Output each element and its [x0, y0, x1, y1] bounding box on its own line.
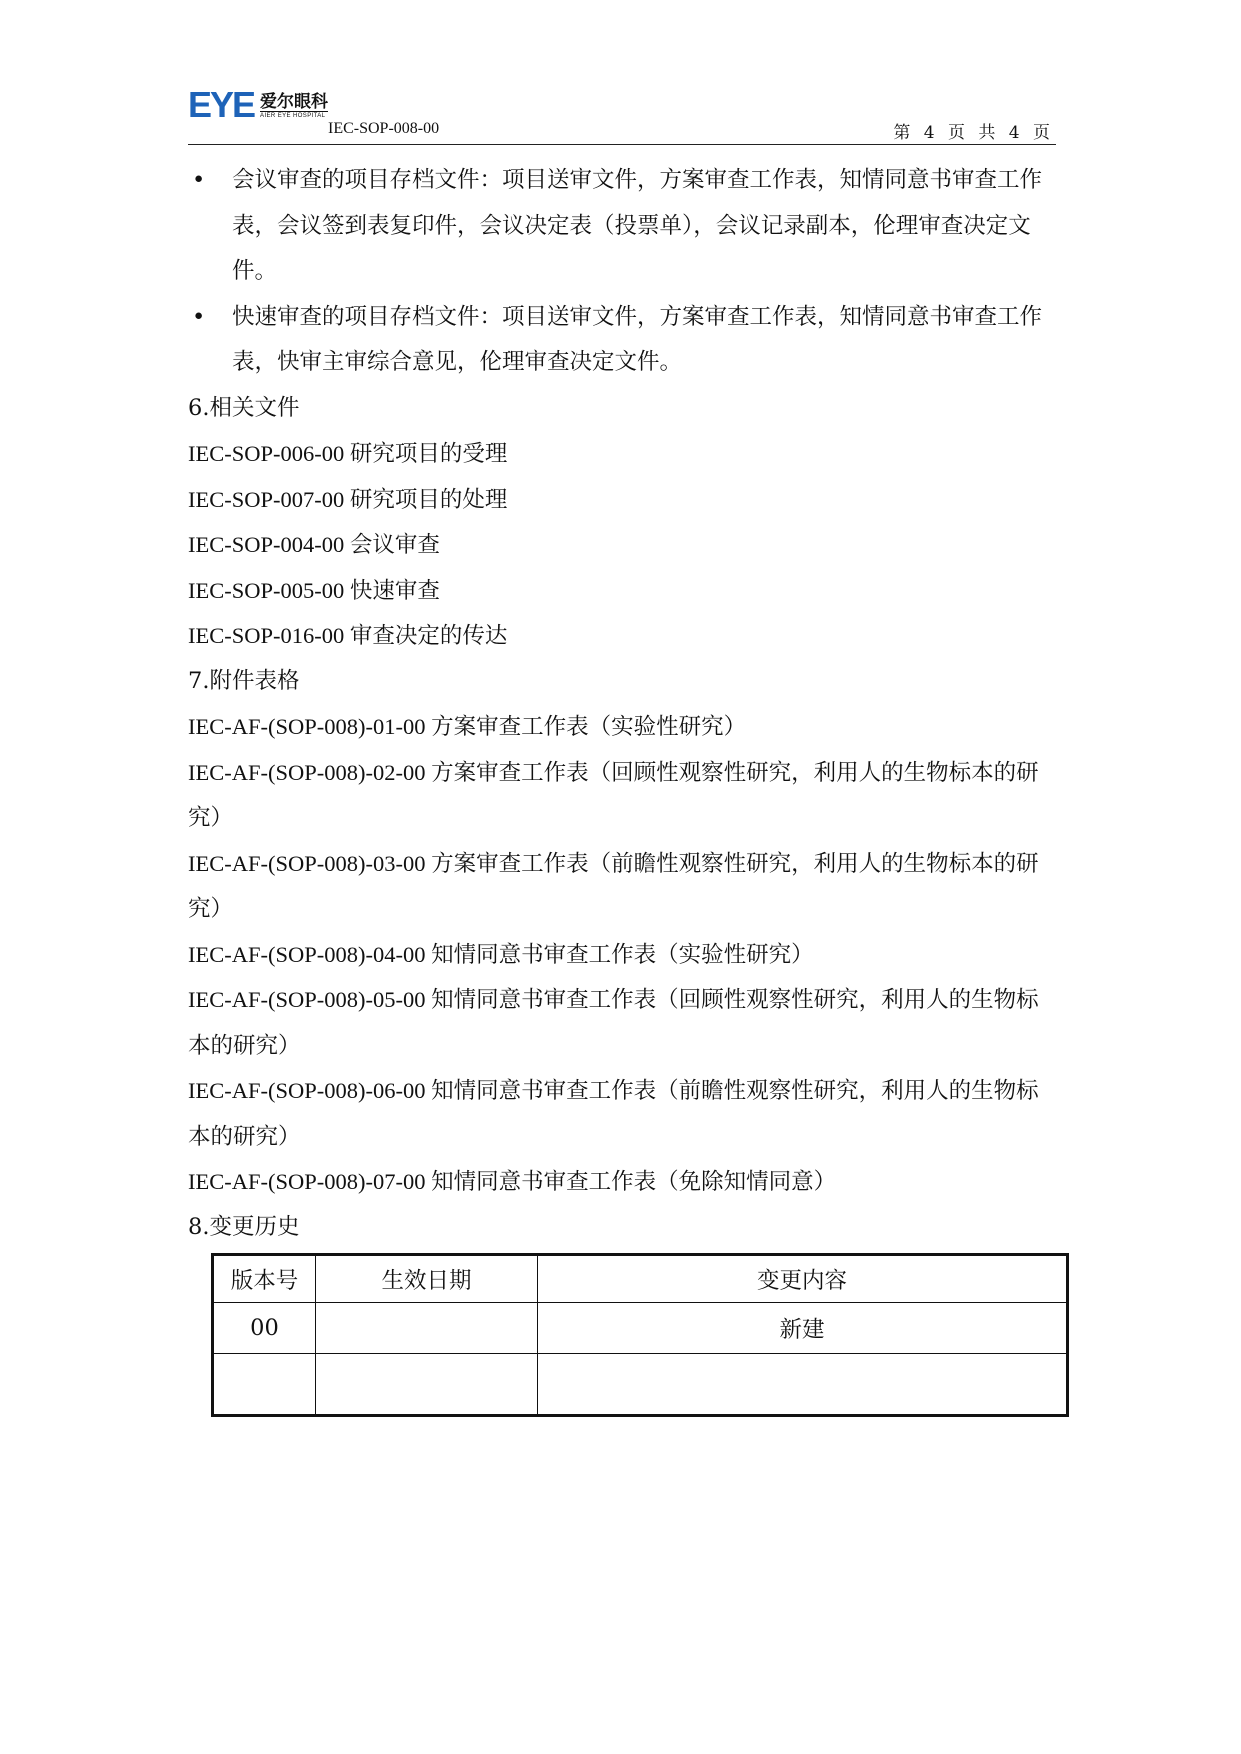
section-6-title: 6.相关文件 — [188, 394, 300, 421]
attachment-form-item: IEC-AF-(SOP-008)-06-00 知情同意书审查工作表（前瞻性观察性研究，利用人的生物标本的研究） — [188, 1078, 1039, 1149]
table-row — [213, 1354, 1068, 1416]
attachment-form-item: IEC-AF-(SOP-008)-01-00 方案审查工作表（实验性研究） — [188, 714, 747, 739]
related-doc-item: IEC-SOP-006-00 研究项目的受理 — [188, 441, 508, 466]
cell-version — [213, 1354, 316, 1416]
bullet-text: 快速审查的项目存档文件：项目送审文件，方案审查工作表，知情同意书审查工作表，快审主审综合意见，伦理审查决定文件。 — [232, 303, 1043, 375]
section-7-title: 7.附件表格 — [188, 667, 300, 694]
cell-change-content: 新建 — [538, 1303, 1068, 1354]
archive-item-expedited — [188, 295, 1058, 386]
attachment-form-item: IEC-AF-(SOP-008)-05-00 知情同意书审查工作表（回顾性观察性研究，利用人的生物标本的研究） — [188, 987, 1039, 1058]
logo-chinese-name: 爱尔眼科 — [260, 92, 329, 112]
related-doc-item: IEC-SOP-004-00 会议审查 — [188, 532, 440, 557]
table-header-row — [213, 1255, 1068, 1303]
change-history-table — [211, 1253, 1069, 1417]
cell-effective-date — [316, 1354, 538, 1416]
column-header-version: 版本号 — [213, 1255, 316, 1303]
related-doc-item: IEC-SOP-016-00 审查决定的传达 — [188, 623, 508, 648]
column-header-change-content: 变更内容 — [538, 1255, 1068, 1303]
archive-item-meeting — [188, 158, 1058, 295]
logo-mark: EYE — [188, 84, 255, 125]
attachment-form-item: IEC-AF-(SOP-008)-07-00 知情同意书审查工作表（免除知情同意） — [188, 1169, 837, 1194]
column-header-effective-date: 生效日期 — [316, 1255, 538, 1303]
section-8-title: 8.变更历史 — [188, 1213, 300, 1240]
bullet-symbol: • — [192, 303, 206, 330]
document-code: IEC-SOP-008-00 — [328, 120, 440, 137]
document-body — [188, 158, 1058, 1250]
page-number: 第 4 页 共 4 页 — [893, 123, 1054, 143]
related-doc-item: IEC-SOP-005-00 快速审查 — [188, 577, 440, 603]
bullet-text: 会议审查的项目存档文件：项目送审文件，方案审查工作表，知情同意书审查工作表，会议签到表复印件，会议决定表（投票单），会议记录副本，伦理审查决定文件。 — [232, 167, 1043, 284]
aier-eye-logo — [188, 84, 329, 125]
attachment-form-item: IEC-AF-(SOP-008)-04-00 知情同意书审查工作表（实验性研究） — [188, 941, 814, 967]
table-row — [213, 1303, 1068, 1354]
related-doc-item: IEC-SOP-007-00 研究项目的处理 — [188, 486, 508, 512]
logo-english-name: AIER EYE HOSPITAL — [260, 111, 328, 120]
attachment-form-item: IEC-AF-(SOP-008)-03-00 方案审查工作表（前瞻性观察性研究，利用人的生物标本的研究） — [188, 850, 1039, 921]
bullet-symbol: • — [192, 167, 206, 193]
attachment-form-item: IEC-AF-(SOP-008)-02-00 方案审查工作表（回顾性观察性研究，利用人的生物标本的研究） — [188, 759, 1039, 830]
page-header — [188, 84, 1056, 145]
cell-change-content — [538, 1354, 1068, 1416]
cell-version: 00 — [213, 1303, 316, 1354]
cell-effective-date — [316, 1303, 538, 1354]
